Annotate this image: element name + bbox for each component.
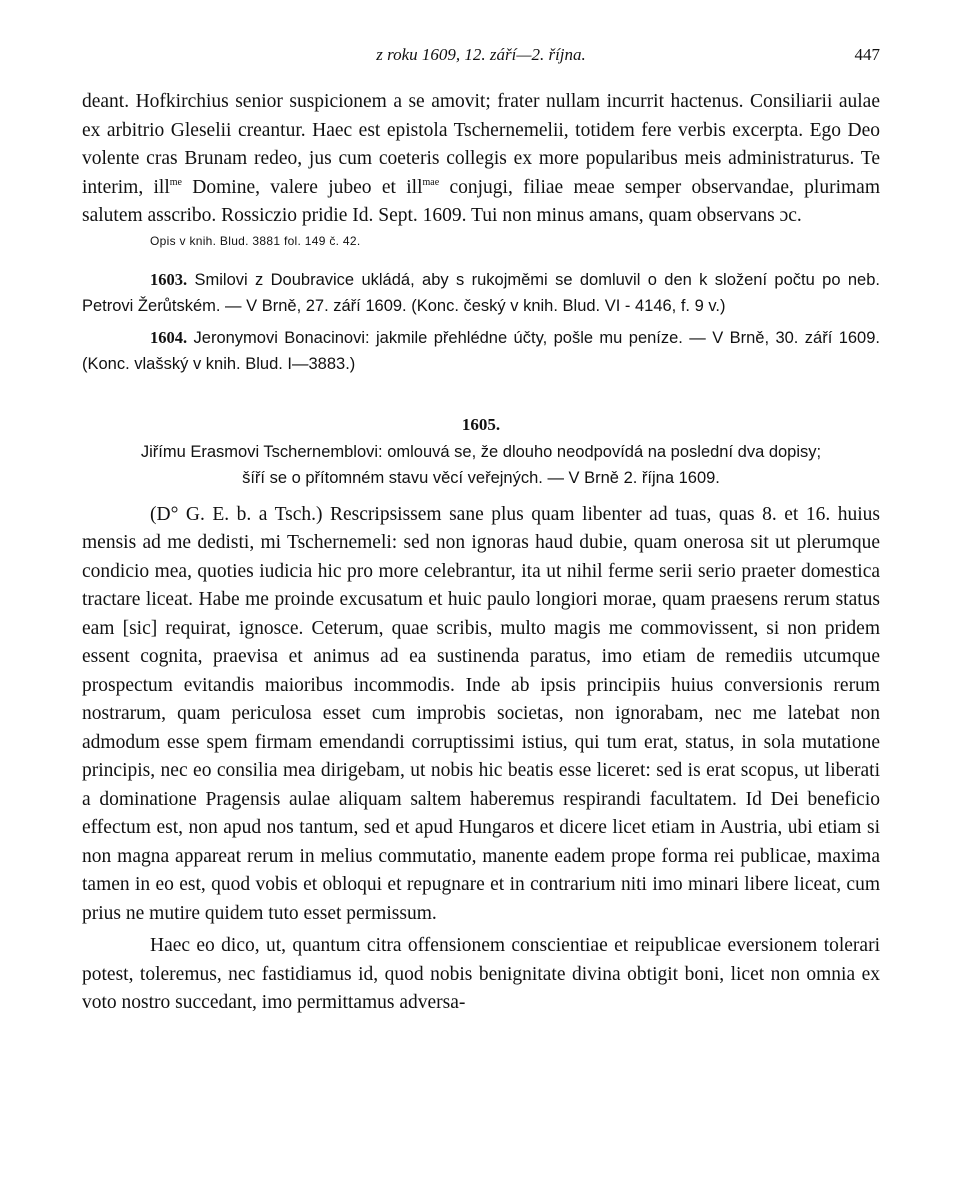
entry-text: Jeronymovi Bonacinovi: jakmile přehlédne účty, pošle mu peníze. — V Brně, 30. září 1609. (Konc. vlašský v knih. Blud. I—3883.) — [82, 328, 880, 373]
running-head — [82, 45, 880, 69]
entry-number: 1604. — [150, 327, 188, 347]
superscript-abbrev: me — [169, 176, 182, 188]
running-head-title: z roku 1609, 12. září—2. října. — [376, 45, 586, 64]
entry-1605-heading: 1605. — [461, 414, 501, 434]
letter-paragraph-2: Haec eo dico, ut, quantum citra offensionem conscientiae et reipublicae eversionem tolerari potest, toleremus, nec fastidiamus id, quod nobis benignitate divina obtigit boni, licet non omnia ex voto nostro succedant, imo permittamus adversa- — [82, 935, 880, 1013]
document-page — [82, 0, 880, 1178]
summary-line: Jiřímu Erasmovi Tschernemblovi: omlouvá se, že dlouho neodpovídá na poslední dva dopisy; — [140, 442, 822, 461]
source-note: Opis v knih. Blud. 3881 fol. 149 č. 42. — [150, 233, 361, 248]
entry-1604 — [82, 325, 880, 377]
superscript-abbrev: mae — [422, 176, 440, 188]
entry-text: Smilovi z Doubravice ukládá, aby s rukojměmi se domluvil o den k složení počtu po neb. Petrovi Žerůtském. — V Brně, 27. září 1609. (Konc. český v knih. Blud. VI - 4146, f. 9 v.) — [82, 270, 880, 315]
text-run: conjugi, filiae meae semper observandae, plurimam salutem asscribo. Rossiczio pridie Id. Sept. 1609. Tui non minus amans, quam observans ɔc. — [82, 176, 881, 226]
text-run: deant. Hofkirchius senior suspicionem a se amovit; frater nullam incurrit hactenus. Consiliarii aulae ex arbitrio Gleselii creantur. Haec est epistola Tschernemelii, totidem fere verbis excerpta. Ego Deo volente cras Brunam redeo, jus cum coeteris collegis ex more popularibus meis administraturus. Te interim, ill — [82, 91, 880, 198]
continued-letter-paragraph — [82, 88, 880, 231]
letter-paragraph-1: (D° G. E. b. a Tsch.) Rescripsissem sane plus quam libenter ad tuas, quas 8. et 16. huius mensis ad me dedisti, mi Tschernemeli: sed non ignoras haud dubie, quam onerosa sit ut plerumque condicio mea, quoties iudicia hic pro more celebrantur, ita ut nihil ferme serii serio praeter domestica tractare liceat. Habe me proinde excusatum et huic paulo longiori morae, quam praesens rerum status eam [sic] requirat, ignosce. Ceterum, quae scribis, multo magis me commovissent, si non pridem essent cognita, praevisa et animus ad ea sustinenda paratus, imo etiam de remediis utcumque prospectum evitandis maioribus incommodis. Inde ab ipsis principiis huius conversionis rerum nostrarum, quam periculosa esset cum improbis societas, non ignorabam, nec me latebat non admodum esse spem firmam emendandi corruptissimi istius, qui tum erat, status, in sola mutatione principis, nec eo consilia mea dirigebam, ut nobis hic beatis esse liceret: sed is erat scopus, ut liberati a dominatione Pragensis aulae aliquam saltem haberemus respirandi facultatem. Id Dei beneficio effectum est, non apud nos tantum, sed et apud Hungaros et dicere licet etiam in Austria, ubi etiam si non magna appareat rerum in melius commutatio, manente eadem prope forma rei publicae, maxima tamen in eo est, quod vobis et obloqui et repugnare et in contrarium niti imo minari libere liceat, cum prius ne mutire quidem tuto esset permissum. — [82, 503, 880, 924]
page-number: 447 — [854, 45, 880, 64]
summary-line: šíří se o přítomném stavu věcí veřejných. — V Brně 2. října 1609. — [242, 468, 720, 487]
entry-number: 1603. — [150, 269, 188, 289]
entry-1603 — [82, 267, 880, 319]
body-text — [82, 88, 880, 1018]
entry-1605-summary — [82, 439, 880, 491]
text-run: Domine, valere jubeo et ill — [181, 176, 423, 198]
